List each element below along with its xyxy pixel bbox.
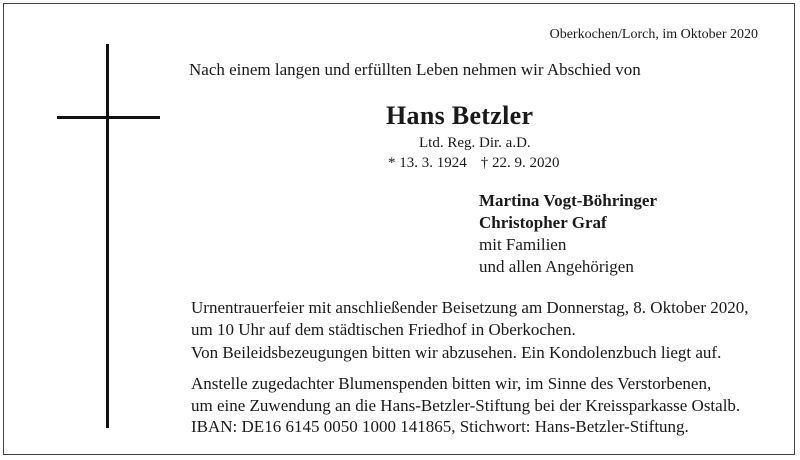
place-and-date: Oberkochen/Lorch, im Oktober 2020 <box>549 27 758 42</box>
mourner-name: Martina Vogt-Böhringer <box>479 191 658 210</box>
paragraph-line: um 10 Uhr auf dem städtischen Friedhof in Oberkochen. <box>191 319 576 339</box>
cross-horizontal-bar <box>57 116 160 119</box>
funeral-paragraph <box>191 297 749 340</box>
condolence-paragraph <box>191 342 721 364</box>
paragraph-line: um eine Zuwendung an die Hans-Betzler-Stiftung bei der Kreissparkasse Ostalb. <box>191 395 741 415</box>
paragraph-line: Anstelle zugedachter Blumenspenden bitten wir, im Sinne des Verstorbenen, <box>191 374 712 393</box>
deceased-title: Ltd. Reg. Dir. a.D. <box>419 135 531 151</box>
deceased-name: Hans Betzler <box>386 101 534 130</box>
donation-paragraph <box>191 373 740 438</box>
mourner-relatives: mit Familien <box>479 235 567 254</box>
paragraph-line: IBAN: DE16 6145 0050 1000 141865, Stichwort: Hans-Betzler-Stiftung. <box>191 417 689 436</box>
mourner-name: Christopher Graf <box>479 213 607 232</box>
paragraph-line: Urnentrauerfeier mit anschließender Beisetzung am Donnerstag, 8. Oktober 2020, <box>191 298 749 317</box>
mourners-block <box>479 190 657 278</box>
death-date: † 22. 9. 2020 <box>480 155 560 171</box>
cross-vertical-bar <box>106 44 109 428</box>
intro-text: Nach einem langen und erfüllten Leben nehmen wir Abschied von <box>189 60 641 79</box>
birth-date: * 13. 3. 1924 <box>388 155 467 171</box>
life-dates <box>388 155 574 172</box>
paragraph-line: Von Beileidsbezeugungen bitten wir abzusehen. Ein Kondolenzbuch liegt auf. <box>191 343 722 362</box>
mourner-relatives: und allen Angehörigen <box>479 257 634 276</box>
